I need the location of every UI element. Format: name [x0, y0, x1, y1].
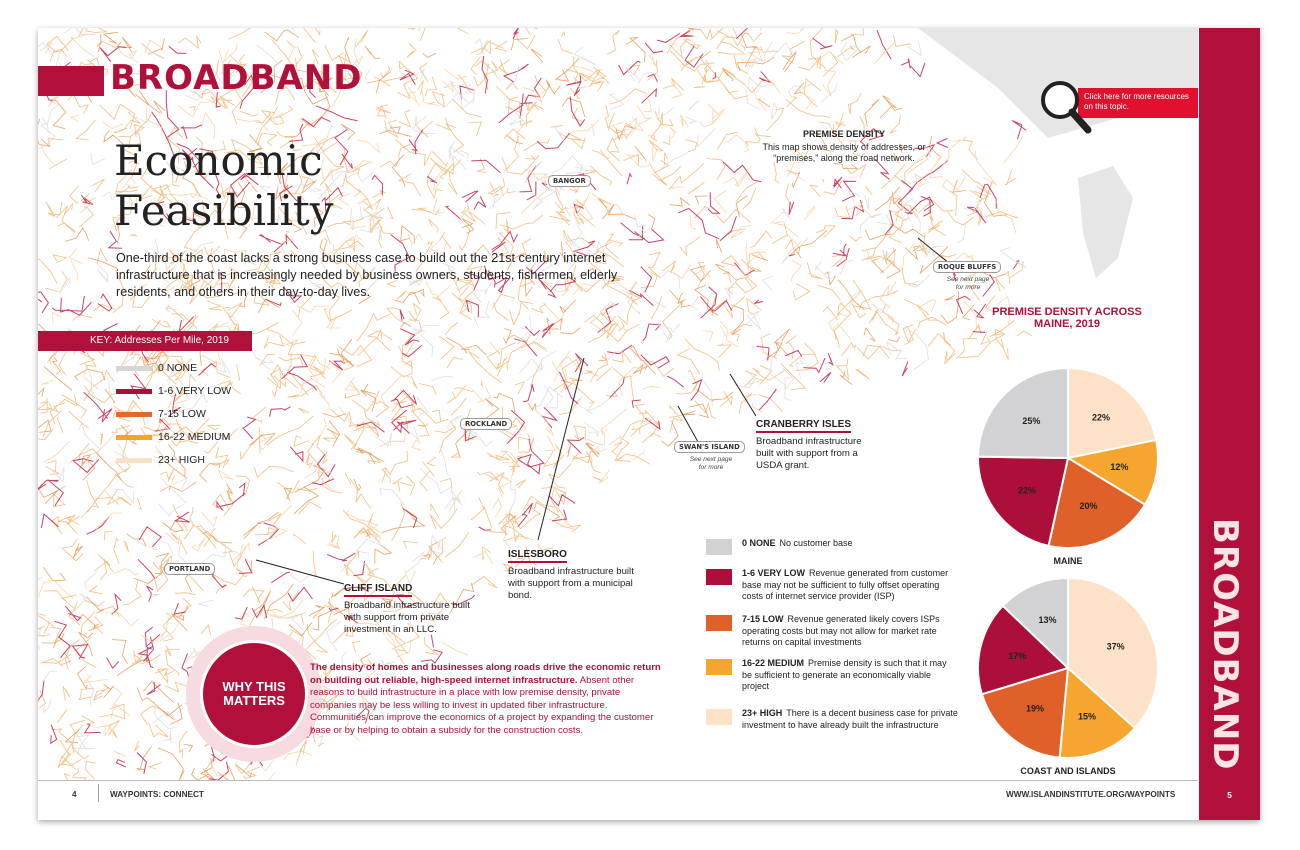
pie-data-label: 22% — [1018, 485, 1037, 496]
grand-manan-island — [1078, 166, 1133, 278]
legend-item — [742, 538, 958, 550]
footer-left-text: WAYPOINTS: CONNECT — [110, 790, 204, 799]
title-line-2: Feasibility — [114, 186, 334, 235]
pie-title-label: MAINE — [1053, 556, 1083, 566]
pie-data-label: 13% — [1038, 615, 1057, 626]
page-number-right: 5 — [1227, 790, 1232, 800]
header-accent-bar — [38, 66, 104, 96]
section-title: BROADBAND — [110, 58, 363, 98]
swans-note: See next page for more — [689, 456, 733, 471]
premise-note-heading: PREMISE DENSITY — [802, 129, 885, 139]
legend-swatch — [706, 659, 732, 675]
legend-item — [742, 708, 958, 731]
legend-swatch — [706, 615, 732, 631]
city-label-portland: PORTLAND — [164, 563, 215, 575]
why-bold: The density of homes and businesses along roads drive the economic return on building out reliable, high-speed internet infrastructure. — [310, 662, 661, 686]
key-swatch — [116, 458, 152, 463]
key-label: 16-22 MEDIUM — [158, 431, 231, 443]
key-swatch — [116, 366, 152, 371]
city-label-rockland: ROCKLAND — [460, 418, 512, 430]
legend-desc: Revenue generated likely covers ISPs operating costs but may not allow for market rate returns on capital investments — [742, 614, 940, 647]
pie-data-label: 17% — [1008, 650, 1027, 661]
key-label: 23+ HIGH — [158, 454, 205, 466]
annotation-cliff-island — [344, 578, 474, 636]
legend-key: 1-6 VERY LOW — [742, 568, 806, 578]
legend-swatch — [706, 709, 732, 725]
legend-desc: There is a decent business case for private investment to have already built the infrastructure — [742, 708, 958, 730]
magazine-spread — [38, 28, 1260, 820]
islesboro-text: Broadband infrastructure built with support from a municipal bond. — [508, 566, 634, 601]
key-item — [116, 431, 230, 445]
footer-rule — [38, 780, 1198, 781]
key-swatch — [116, 389, 152, 394]
map-key-heading — [38, 331, 252, 351]
premise-density-note — [754, 124, 934, 164]
legend-item — [742, 658, 958, 693]
legend-desc: Premise density is such that it may be sufficient to generate an economically viable project — [742, 658, 947, 691]
legend-desc: Revenue generated from customer base may not be sufficient to fully offset operating costs of internet service provider (ISP) — [742, 568, 949, 601]
why-body: Absent other reasons to build infrastructure in a place with low premise density, private companies may be less willing to invest in updated fiber infrastructure. Communities can improve the economics of a project by expanding the customer base or by helping to obtain a subsidy for the construction costs. — [310, 674, 654, 736]
title-line-1: Economic — [114, 136, 323, 185]
legend-swatch — [706, 539, 732, 555]
key-item — [116, 385, 231, 399]
pie-title-label: COAST AND ISLANDS — [1020, 766, 1116, 776]
pie-data-label: 20% — [1079, 500, 1098, 511]
key-label: 0 NONE — [158, 362, 198, 374]
annotation-cranberry-isles — [756, 414, 868, 472]
pie-data-label: 25% — [1022, 415, 1041, 426]
legend-desc: No customer base — [779, 538, 853, 548]
pie-slice — [978, 368, 1068, 458]
pie-data-label: 19% — [1025, 703, 1045, 714]
key-label: 1-6 VERY LOW — [158, 385, 232, 397]
key-swatch — [116, 412, 152, 417]
cranberry-text: Broadband infrastructure built with support from a USDA grant. — [756, 436, 862, 471]
sidebar — [1199, 28, 1260, 820]
legend-item — [742, 568, 958, 603]
sidebar-title: BROADBAND — [1205, 518, 1245, 771]
cliff-heading: CLIFF ISLAND — [344, 583, 412, 597]
legend-swatch — [706, 569, 732, 585]
annotation-islesboro — [508, 544, 636, 602]
islesboro-heading: ISLESBORO — [508, 549, 567, 563]
footer-url[interactable]: WWW.ISLANDINSTITUTE.ORG/WAYPOINTS — [1006, 790, 1176, 799]
why-this-matters-badge — [186, 626, 322, 762]
roque-note: See next page for more — [946, 276, 990, 291]
place-label-swans-island: SWAN'S ISLAND — [674, 441, 745, 453]
resources-link[interactable]: Click here for more resources on this topic. — [1078, 88, 1198, 118]
key-heading-text: KEY: Addresses Per Mile, 2019 — [90, 335, 229, 346]
legend-key: 16-22 MEDIUM — [742, 658, 805, 668]
pie-charts — [968, 338, 1168, 778]
pie-title: PREMISE DENSITY ACROSS MAINE, 2019 — [992, 306, 1142, 330]
key-swatch — [116, 435, 152, 440]
why-this-matters-text — [310, 662, 666, 738]
cliff-text: Broadband infrastructure built with support from private investment in an LLC. — [344, 600, 470, 635]
why-badge-inner: WHY THIS MATTERS — [200, 640, 308, 748]
legend-key: 0 NONE — [742, 538, 776, 548]
leader-line — [256, 560, 344, 584]
pie-data-label: 12% — [1110, 461, 1129, 472]
page-title — [114, 136, 334, 236]
intro-paragraph: One-third of the coast lacks a strong business case to build out the 21st century internet infrastructure that is increasingly needed by business owners, students, fishermen, elderly residents, and others in their day-to-day lives. — [116, 251, 618, 299]
key-item — [116, 362, 197, 376]
footer-divider — [98, 784, 99, 802]
city-label-bangor: BANGOR — [548, 175, 591, 187]
pie-data-label: 22% — [1091, 412, 1111, 423]
place-label-roque-bluffs: ROQUE BLUFFS — [933, 261, 1001, 273]
page-number-left: 4 — [72, 790, 77, 799]
pie-data-label: 15% — [1078, 711, 1097, 722]
legend-key: 23+ HIGH — [742, 708, 783, 718]
cranberry-heading: CRANBERRY ISLES — [756, 419, 851, 433]
key-item — [116, 454, 205, 468]
key-label: 7-15 LOW — [158, 408, 206, 420]
pie-data-label: 37% — [1106, 641, 1125, 652]
legend-item — [742, 614, 958, 649]
magnifier-icon[interactable] — [1038, 78, 1094, 138]
legend-key: 7-15 LOW — [742, 614, 784, 624]
premise-note-text: This map shows density of addresses, or “premises,” along the road network. — [762, 142, 926, 163]
key-item — [116, 408, 206, 422]
